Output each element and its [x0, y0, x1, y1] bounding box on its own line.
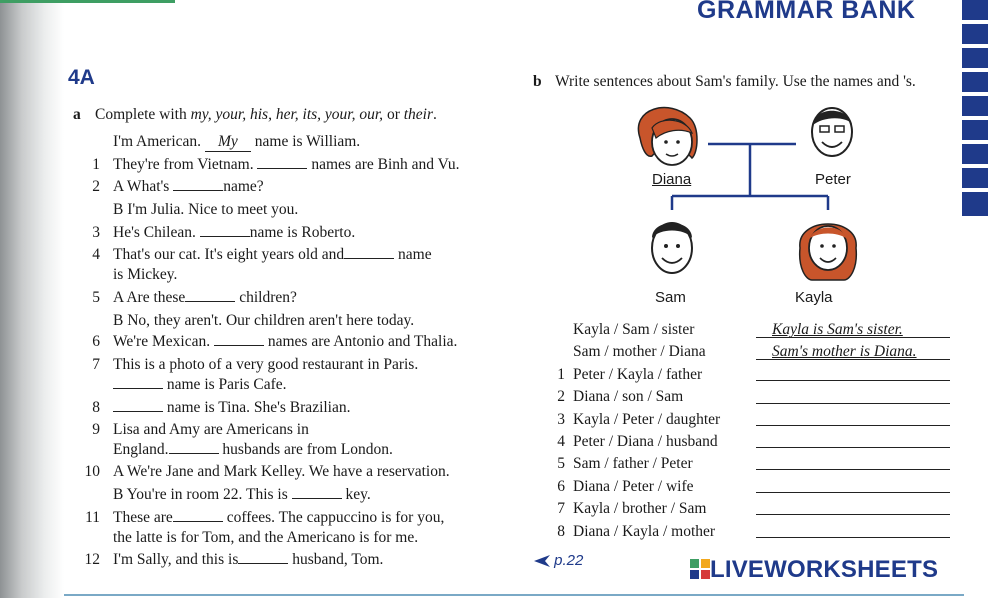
b-prompt-5: Sam / father / Peter [573, 455, 693, 472]
answer-blank-1[interactable] [257, 156, 307, 169]
bottom-rule [64, 594, 964, 596]
kayla-portrait [800, 224, 857, 280]
b-prompt-7: Kayla / brother / Sam [573, 500, 707, 517]
page-reference-link[interactable] [534, 552, 583, 569]
item-5: A Are these children? [113, 289, 297, 306]
top-strip [0, 0, 175, 3]
item-11b: the latte is for Tom, and the Americano is for me. [113, 529, 419, 546]
b-item-number: 2 [557, 388, 565, 405]
unit-label: 4A [68, 66, 95, 89]
b-answer-line-8[interactable] [756, 537, 950, 538]
answer-blank-5[interactable] [185, 289, 235, 302]
b-answer-line-2[interactable] [756, 403, 950, 404]
answer-blank-6[interactable] [214, 333, 264, 346]
b-item-number: 7 [557, 500, 565, 517]
item-7: This is a photo of a very good restaurant in Paris. [113, 356, 419, 373]
b-item-number: 6 [557, 478, 565, 495]
item-5b: B No, they aren't. Our children aren't here today. [113, 312, 415, 329]
item-4: That's our cat. It's eight years old and name [113, 246, 432, 263]
b-prompt-6: Diana / Peter / wife [573, 478, 694, 495]
example-prompt-2: Sam / mother / Diana [573, 343, 706, 360]
example-answer-1: Kayla is Sam's sister. [772, 321, 903, 338]
liveworksheets-logo: LIVEWORKSHEETS [690, 556, 938, 584]
item-9: Lisa and Amy are Americans in [113, 421, 309, 438]
sam-portrait [652, 223, 692, 273]
item-9b: England. husbands are from London. [113, 441, 393, 458]
item-3: He's Chilean. name is Roberto. [113, 224, 356, 241]
b-item-number: 4 [557, 433, 565, 450]
item-2b: B I'm Julia. Nice to meet you. [113, 201, 299, 218]
b-item-number: 3 [557, 411, 565, 428]
section-b-letter: b [533, 73, 542, 90]
b-item-number: 8 [557, 523, 565, 540]
b-item-number: 5 [557, 455, 565, 472]
item-number: 4 [92, 246, 100, 263]
peter-portrait [812, 108, 852, 156]
back-arrow-icon [534, 555, 550, 567]
b-answer-line-5[interactable] [756, 469, 950, 470]
answer-blank-4[interactable] [344, 246, 394, 259]
item-number: 10 [84, 463, 100, 480]
section-a-instruction: Complete with my, your, his, her, its, your, our, or their. [95, 106, 437, 123]
item-10: A We're Jane and Mark Kelley. We have a reservation. [113, 463, 450, 480]
b-prompt-4: Peter / Diana / husband [573, 433, 718, 450]
answer-blank-10[interactable] [292, 486, 342, 499]
item-7b: name is Paris Cafe. [113, 376, 287, 394]
b-answer-line-7[interactable] [756, 514, 950, 515]
sam-label: Sam [655, 289, 686, 306]
b-answer-line-6[interactable] [756, 492, 950, 493]
diana-portrait [638, 108, 697, 165]
answer-blank-3[interactable] [200, 224, 250, 237]
item-6: We're Mexican. names are Antonio and Thalia. [113, 333, 458, 350]
example-sentence: I'm American. My name is William. [113, 133, 361, 150]
answer-blank-9[interactable] [169, 441, 219, 454]
b-answer-line-1[interactable] [756, 380, 950, 381]
item-10b: B You're in room 22. This is key. [113, 486, 371, 503]
item-number: 1 [92, 156, 100, 173]
answer-blank-8[interactable] [113, 399, 163, 412]
b-answer-line-3[interactable] [756, 425, 950, 426]
b-prompt-2: Diana / son / Sam [573, 388, 684, 405]
b-prompt-3: Kayla / Peter / daughter [573, 411, 721, 428]
example-answer-2: Sam's mother is Diana. [772, 343, 917, 360]
answer-blank-12[interactable] [238, 551, 288, 564]
page-edge-shadow [0, 0, 64, 598]
page-title: GRAMMAR BANK [697, 0, 916, 24]
diana-label: Diana [652, 171, 692, 188]
item-number: 3 [92, 224, 100, 241]
b-answer-line-4[interactable] [756, 447, 950, 448]
answer-line [756, 359, 950, 360]
item-number: 9 [92, 421, 100, 438]
item-number: 2 [92, 178, 100, 195]
b-prompt-8: Diana / Kayla / mother [573, 523, 716, 540]
item-1: They're from Vietnam. names are Binh and Vu. [113, 156, 460, 173]
item-12: I'm Sally, and this is husband, Tom. [113, 551, 384, 568]
example-prompt-1: Kayla / Sam / sister [573, 321, 695, 338]
item-number: 11 [85, 509, 100, 526]
answer-blank-11[interactable] [173, 509, 223, 522]
peter-label: Peter [815, 171, 851, 188]
side-tab-bars [962, 0, 988, 216]
item-4b: is Mickey. [113, 266, 178, 283]
section-a-letter: a [73, 106, 81, 123]
b-prompt-1: Peter / Kayla / father [573, 366, 703, 383]
family-tree [600, 98, 860, 298]
section-b-instruction: Write sentences about Sam's family. Use the names and 's. [555, 73, 916, 90]
logo-grid-icon [690, 559, 710, 579]
item-8: name is Tina. She's Brazilian. [113, 399, 351, 417]
b-item-number: 1 [557, 366, 565, 383]
item-2: A What's name? [113, 178, 264, 195]
answer-line [756, 337, 950, 338]
item-number: 8 [92, 399, 100, 416]
page-reference-text: p.22 [554, 552, 584, 569]
answer-blank-2[interactable] [173, 178, 223, 191]
item-number: 12 [84, 551, 100, 568]
item-11: These are coffees. The cappuccino is for you, [113, 509, 445, 526]
item-number: 5 [92, 289, 100, 306]
kayla-label: Kayla [795, 289, 833, 306]
item-number: 7 [92, 356, 100, 373]
answer-blank-7[interactable] [113, 376, 163, 389]
item-number: 6 [92, 333, 100, 350]
